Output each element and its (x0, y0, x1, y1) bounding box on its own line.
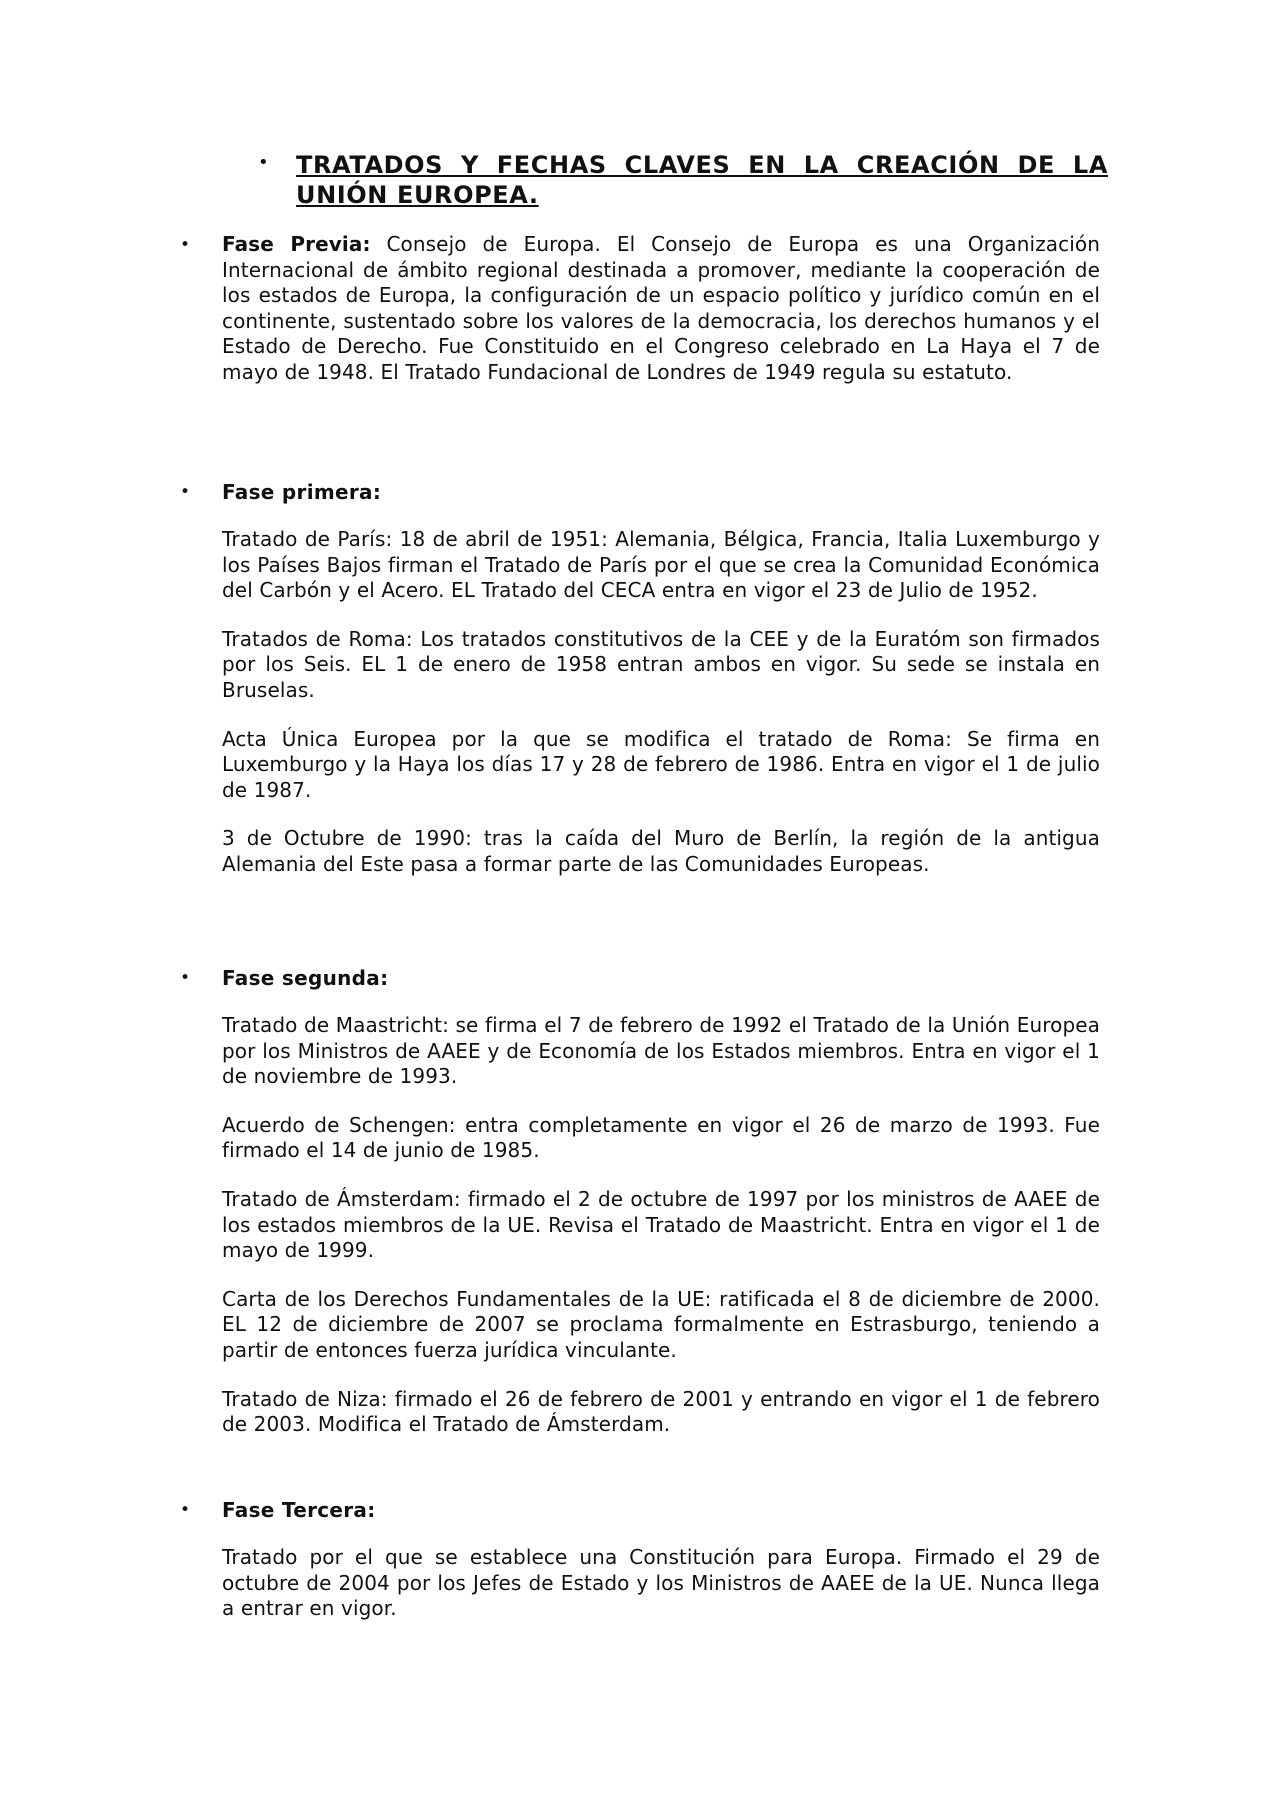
paragraph: Tratado de Ámsterdam: firmado el 2 de octubre de 1997 por los ministros de AAEE de los estados miembros de la UE. Revisa el Tratado de Maastricht. Entra en vigor el 1 de mayo de 1999. (222, 1186, 1100, 1263)
section-heading: Fase primera: (222, 480, 382, 504)
paragraph: Tratado de París: 18 de abril de 1951: Alemania, Bélgica, Francia, Italia Luxemburgo y los Países Bajos firman el Tratado de París por el que se crea la Comunidad Económica del Carbón y el Acero. EL Tratado del CECA entra en vigor el 23 de Julio de 1952. (222, 527, 1100, 603)
paragraph: Acta Única Europea por la que se modifica el tratado de Roma: Se firma en Luxemburgo y la Haya los días 17 y 28 de febrero de 1986. Entra en vigor el 1 de julio de 1987. (222, 726, 1100, 802)
paragraph: Tratado por el que se establece una Constitución para Europa. Firmado el 29 de octubre de 2004 por los Jefes de Estado y los Ministros de AAEE de la UE. Nunca llega a entrar en vigor. (222, 1545, 1100, 1621)
section-heading: Fase Tercera: (222, 1498, 376, 1522)
fase-previa-text: Consejo de Europa. El Consejo de Europa es una Organización Internacional de ámbito regional destinada a promover, mediante la cooperación de los estados de Europa, la configuración de un espacio político y jurídico común en el continente, sustentado sobre los valores de la democracia, los derechos humanos y el Estado de Derecho. Fue Constituido en el Congreso celebrado en La Haya el 7 de mayo de 1948. El Tratado Fundacional de Londres de 1949 regula su estatuto. (222, 232, 1101, 384)
paragraph: Tratado de Maastricht: se firma el 7 de febrero de 1992 el Tratado de la Unión Europea por los Ministros de AAEE y de Economía de los Estados miembros. Entra en vigor el 1 de noviembre de 1993. (222, 1013, 1100, 1089)
paragraph: 3 de Octubre de 1990: tras la caída del Muro de Berlín, la región de la antigua Alemania del Este pasa a formar parte de las Comunidades Europeas. (222, 826, 1100, 876)
paragraph: Tratados de Roma: Los tratados constitutivos de la CEE y de la Euratóm son firmados por los Seis. EL 1 de enero de 1958 entran ambos en vigor. Su sede se instala en Bruselas. (222, 626, 1100, 702)
paragraph: Tratado de Niza: firmado el 26 de febrero de 2001 y entrando en vigor el 1 de febrero de 2003. Modifica el Tratado de Ámsterdam. (222, 1386, 1100, 1437)
section-body (222, 965, 1100, 1438)
section-body (222, 479, 1100, 878)
section-body (222, 232, 1100, 386)
section-bullet: • (180, 482, 191, 502)
section-heading: Fase Previa: (222, 232, 371, 256)
fase-previa-paragraph (222, 232, 1100, 386)
section-bullet: • (180, 1500, 191, 1520)
document-title: TRATADOS Y FECHAS CLAVES EN LA CREACIÓN DE LA UNIÓN EUROPEA. (296, 151, 1108, 209)
section-bullet: • (180, 968, 191, 988)
section-body (222, 1497, 1100, 1622)
paragraph: Carta de los Derechos Fundamentales de la UE: ratificada el 8 de diciembre de 2000. EL 12 de diciembre de 2007 se proclama formalmente en Estrasburgo, teniendo a partir de entonces fuerza jurídica vinculante. (222, 1286, 1100, 1362)
section-bullet: • (180, 235, 191, 255)
section-heading: Fase segunda: (222, 966, 389, 990)
title-bullet: • (258, 152, 269, 173)
paragraph: Acuerdo de Schengen: entra completamente en vigor el 26 de marzo de 1993. Fue firmado el 14 de junio de 1985. (222, 1112, 1100, 1163)
